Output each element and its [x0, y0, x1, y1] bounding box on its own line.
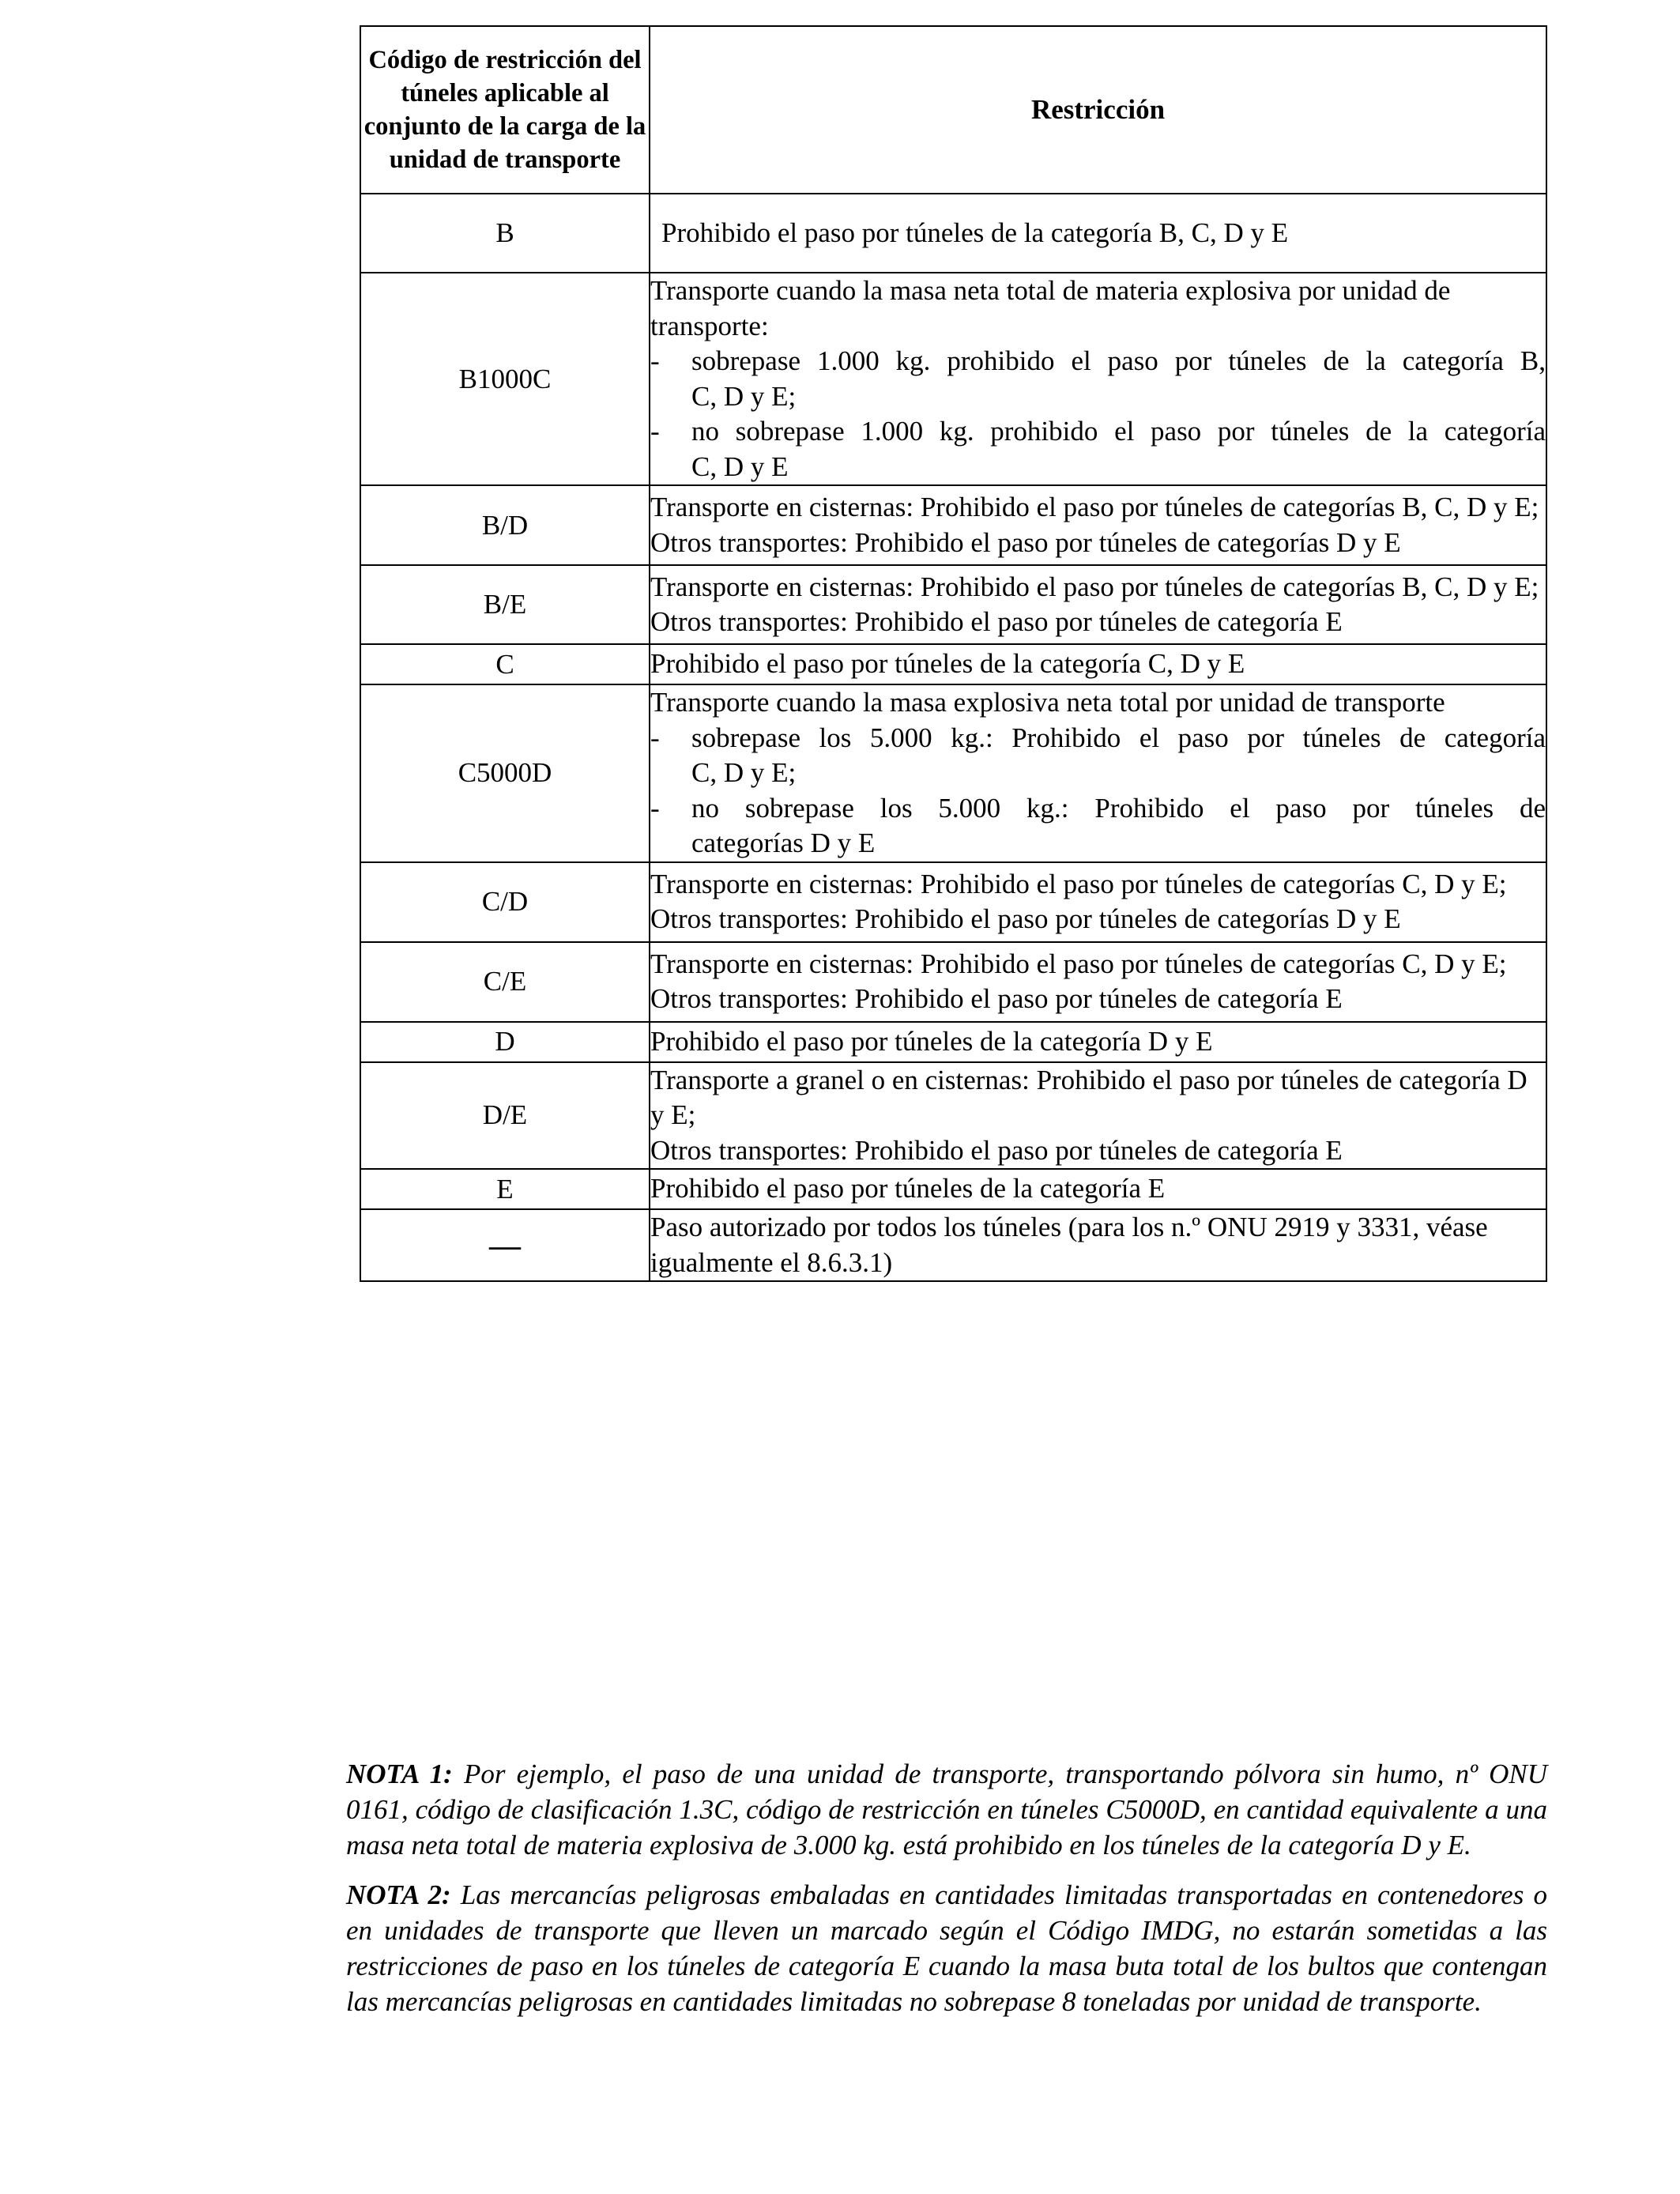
- restriction-list-item: [650, 721, 1546, 756]
- list-item-continuation: [650, 450, 1546, 485]
- list-item-text: categorías D y E: [691, 827, 876, 858]
- table-header-row: [360, 26, 1546, 194]
- restriction-line: Otros transportes: Prohibido el paso por túneles de categoría E: [650, 1134, 1343, 1166]
- restriction-code: C/D: [360, 862, 650, 942]
- table-row: [360, 194, 1546, 273]
- note-text: Las mercancías peligrosas embaladas en cantidades limitadas transportadas en contenedores o en unidades de transporte que lleven un marcado según el Código IMDG, no estarán sometidas a las restricciones de paso en los túneles de categoría E cuando la masa buta total de los bultos que contengan las mercancías peligrosas en cantidades limitadas no sobrepase 8 toneladas por unidad de transporte.: [346, 1879, 1548, 2017]
- restriction-description: [650, 273, 1546, 485]
- restriction-description: [650, 1169, 1546, 1209]
- list-item-continuation: [650, 826, 1546, 861]
- restriction-code: B/E: [360, 565, 650, 644]
- restriction-list-item: [650, 344, 1546, 379]
- note-2: [346, 1877, 1547, 2019]
- list-item-continuation: [650, 756, 1546, 791]
- table-row: [360, 273, 1546, 485]
- table-row: [360, 1062, 1546, 1170]
- restriction-list-item: [650, 414, 1546, 450]
- table-row: [360, 644, 1546, 684]
- tunnel-restriction-table: [360, 25, 1547, 1282]
- restriction-description: [650, 565, 1546, 644]
- restriction-code: C5000D: [360, 684, 650, 862]
- restriction-description: [650, 684, 1546, 862]
- restriction-code: B1000C: [360, 273, 650, 485]
- restriction-code: —: [360, 1209, 650, 1281]
- restriction-line: Transporte en cisternas: Prohibido el paso por túneles de categorías B, C, D y E;: [650, 492, 1539, 522]
- note-label: NOTA 2:: [346, 1879, 451, 1910]
- restriction-code: D: [360, 1022, 650, 1062]
- table-row: [360, 862, 1546, 942]
- restriction-description: [650, 1062, 1546, 1170]
- notes-section: [346, 1756, 1547, 2034]
- restriction-line: Transporte a granel o en cisternas: Prohibido el paso por túneles de categoría D y E;: [650, 1064, 1527, 1130]
- list-item-text: no sobrepase 1.000 kg. prohibido el paso por túneles de la categoría: [691, 416, 1546, 447]
- restriction-list-item: [650, 791, 1546, 827]
- restriction-description: [650, 942, 1546, 1022]
- header-restriction: Restricción: [650, 26, 1546, 194]
- restriction-code: B/D: [360, 485, 650, 565]
- restriction-code: D/E: [360, 1062, 650, 1170]
- restriction-line: Transporte en cisternas: Prohibido el paso por túneles de categorías B, C, D y E;: [650, 571, 1539, 602]
- note-text: Por ejemplo, el paso de una unidad de transporte, transportando pólvora sin humo, nº ONU 0161, código de clasificación 1.3C, código de restricción en túneles C5000D, en cantidad equivalente a una masa neta total de materia explosiva de 3.000 kg. está prohibido en los túneles de la categoría D y E.: [346, 1759, 1548, 1860]
- table-row: [360, 485, 1546, 565]
- table-row: [360, 1022, 1546, 1062]
- restriction-line: Otros transportes: Prohibido el paso por túneles de categoría E: [650, 983, 1343, 1014]
- dash-bullet: -: [650, 722, 660, 753]
- restriction-line: Transporte en cisternas: Prohibido el paso por túneles de categorías C, D y E;: [650, 868, 1507, 899]
- restriction-description: [650, 862, 1546, 942]
- restriction-description: [650, 1209, 1546, 1281]
- table-row: [360, 1209, 1546, 1281]
- restriction-line: Otros transportes: Prohibido el paso por túneles de categorías D y E: [650, 526, 1401, 558]
- dash-bullet: -: [650, 345, 660, 376]
- restriction-code: C/E: [360, 942, 650, 1022]
- list-item-text: sobrepase los 5.000 kg.: Prohibido el paso por túneles de categoría: [691, 722, 1546, 753]
- note-label: NOTA 1:: [346, 1759, 453, 1789]
- list-item-text: C, D y E: [691, 450, 789, 482]
- restriction-line: Transporte en cisternas: Prohibido el paso por túneles de categorías C, D y E;: [650, 948, 1507, 979]
- restriction-line: Otros transportes: Prohibido el paso por túneles de categorías D y E: [650, 903, 1401, 934]
- dash-bullet: -: [650, 416, 660, 447]
- restriction-code: E: [360, 1169, 650, 1209]
- restriction-intro: Transporte cuando la masa neta total de materia explosiva por unidad de transporte:: [650, 275, 1451, 341]
- restriction-intro: Transporte cuando la masa explosiva neta total por unidad de transporte: [650, 687, 1445, 718]
- restriction-line: Otros transportes: Prohibido el paso por túneles de categoría E: [650, 606, 1343, 637]
- list-item-text: no sobrepase los 5.000 kg.: Prohibido el paso por túneles de: [691, 792, 1546, 824]
- dash-bullet: -: [650, 792, 660, 824]
- table-row: [360, 565, 1546, 644]
- restriction-line: Prohibido el paso por túneles de la categoría D y E: [650, 1025, 1213, 1057]
- note-1: [346, 1756, 1547, 1863]
- table-row: [360, 1169, 1546, 1209]
- restriction-description: [650, 1022, 1546, 1062]
- restriction-code: B: [360, 194, 650, 273]
- list-item-continuation: [650, 379, 1546, 415]
- table-row: [360, 942, 1546, 1022]
- restriction-line: Prohibido el paso por túneles de la categoría E: [650, 1173, 1166, 1204]
- restriction-line: Prohibido el paso por túneles de la categoría C, D y E: [650, 648, 1245, 680]
- restriction-description: [650, 194, 1546, 273]
- list-item-text: C, D y E;: [691, 757, 797, 788]
- restriction-line: Prohibido el paso por túneles de la categoría B, C, D y E: [661, 217, 1289, 248]
- list-item-text: sobrepase 1.000 kg. prohibido el paso por túneles de la categoría B,: [691, 345, 1546, 376]
- header-code: Código de restricción del túneles aplicable al conjunto de la carga de la unidad de transporte: [360, 26, 650, 194]
- restriction-code: C: [360, 644, 650, 684]
- restriction-line: Paso autorizado por todos los túneles (para los n.º ONU 2919 y 3331, véase igualmente el 8.6.3.1): [650, 1212, 1488, 1278]
- restriction-description: [650, 644, 1546, 684]
- list-item-text: C, D y E;: [691, 380, 797, 412]
- table-row: [360, 684, 1546, 862]
- restriction-description: [650, 485, 1546, 565]
